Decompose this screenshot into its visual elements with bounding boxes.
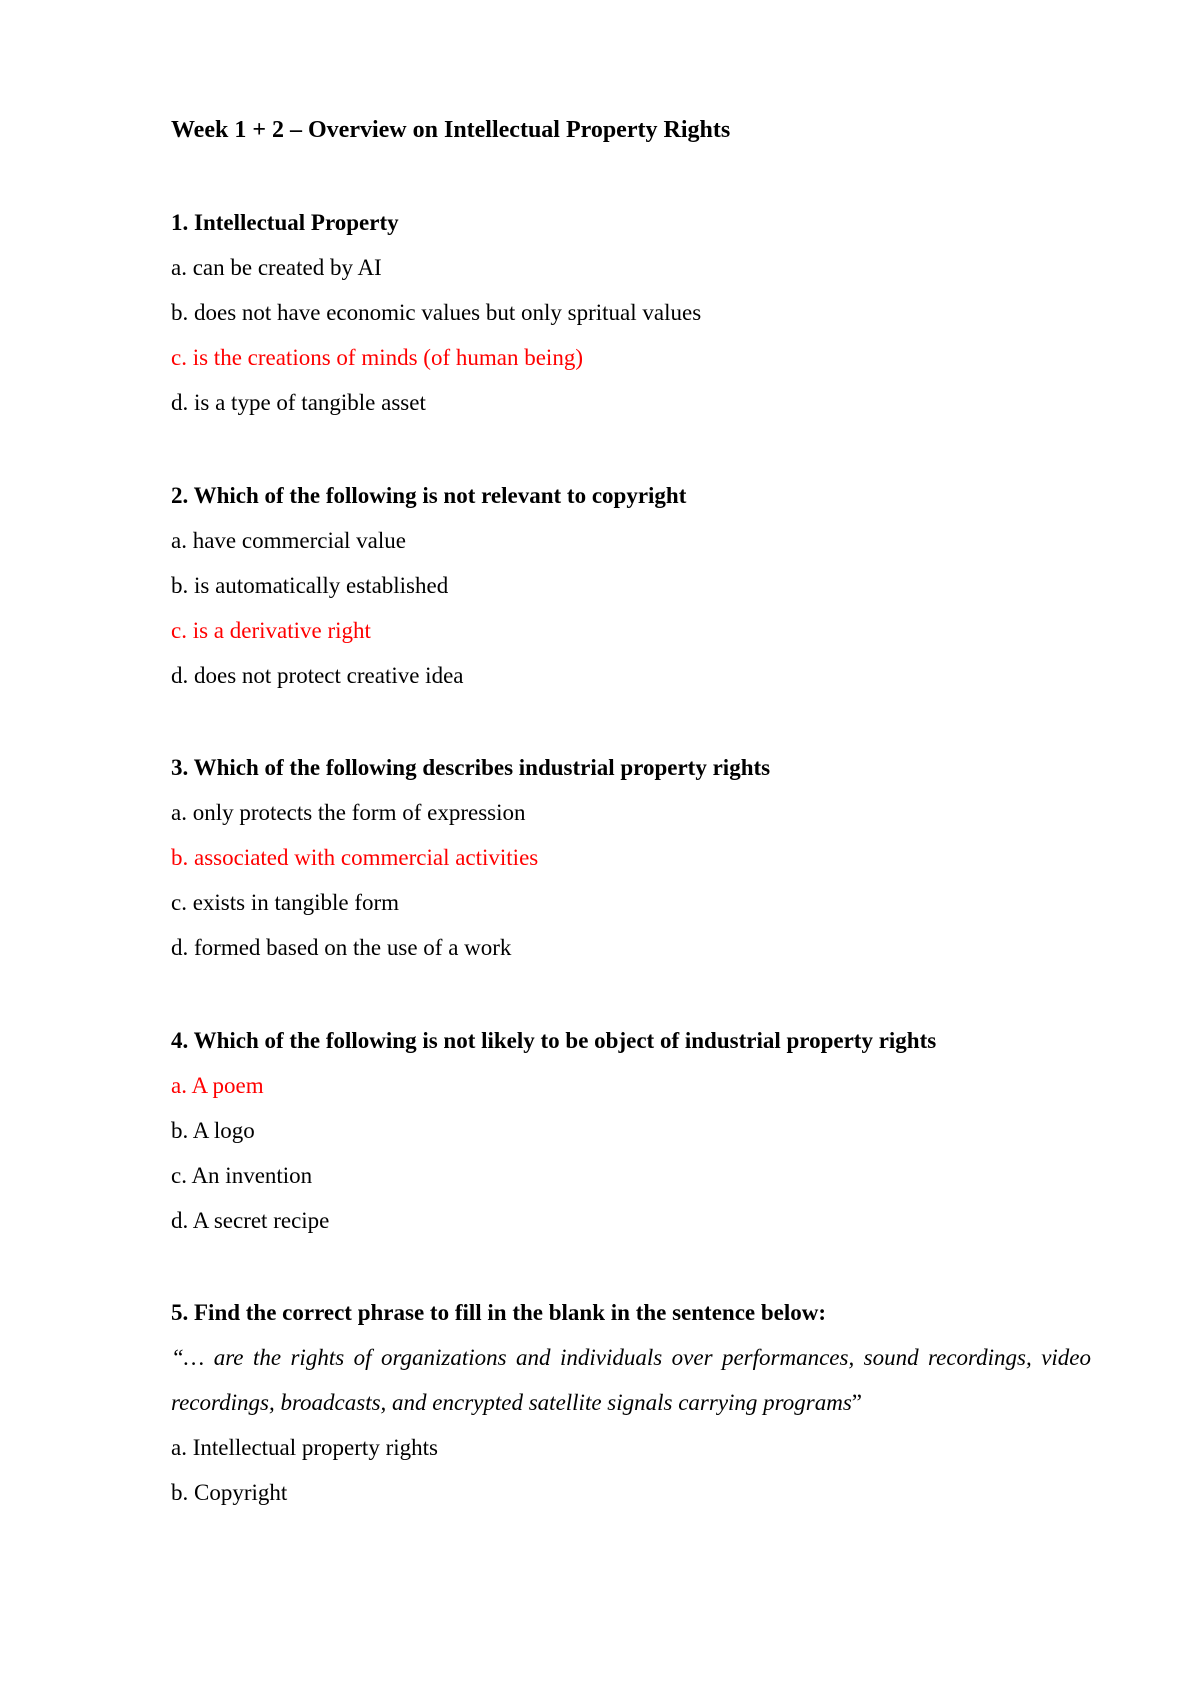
open-quote-mark: “ [171, 1345, 184, 1370]
answer-option: a. only protects the form of expression [171, 800, 526, 825]
question-5 [171, 1290, 1091, 1515]
page-title: Week 1 + 2 – Overview on Intellectual Property Rights [171, 117, 731, 143]
question-heading: 1. Intellectual Property [171, 210, 399, 235]
answer-option: c. exists in tangible form [171, 890, 400, 915]
close-quote-mark: ” [851, 1390, 863, 1415]
answer-option-correct: c. is the creations of minds (of human being) [171, 345, 583, 370]
question-heading: 4. Which of the following is not likely to be object of industrial property rights [171, 1028, 937, 1053]
quote-body: … are the rights of organizations and individuals over performances, sound recordings, video recordings, broadcasts, and encrypted satellite signals carrying programs [171, 1345, 1091, 1415]
question-heading: 3. Which of the following describes industrial property rights [171, 755, 771, 780]
answer-option-correct: c. is a derivative right [171, 618, 371, 643]
answer-option: d. does not protect creative idea [171, 663, 464, 688]
question-heading: 2. Which of the following is not relevant to copyright [171, 483, 687, 508]
answer-option: a. Intellectual property rights [171, 1435, 438, 1460]
answer-option: d. A secret recipe [171, 1208, 330, 1233]
answer-option-correct: a. A poem [171, 1073, 264, 1098]
answer-option-correct: b. associated with commercial activities [171, 845, 539, 870]
question-4 [171, 1018, 1091, 1243]
question-heading: 5. Find the correct phrase to fill in the blank in the sentence below: [171, 1300, 827, 1325]
answer-option: d. is a type of tangible asset [171, 390, 426, 415]
question-3 [171, 745, 1091, 970]
answer-option: c. An invention [171, 1163, 313, 1188]
answer-option: b. does not have economic values but only spritual values [171, 300, 702, 325]
answer-option: b. Copyright [171, 1480, 288, 1505]
question-2 [171, 473, 1091, 698]
question-1 [171, 200, 1091, 425]
answer-option: b. is automatically established [171, 573, 449, 598]
answer-option: d. formed based on the use of a work [171, 935, 512, 960]
answer-option: b. A logo [171, 1118, 255, 1143]
answer-option: a. have commercial value [171, 528, 406, 553]
answer-option: a. can be created by AI [171, 255, 382, 280]
question-quote [171, 1335, 1091, 1425]
